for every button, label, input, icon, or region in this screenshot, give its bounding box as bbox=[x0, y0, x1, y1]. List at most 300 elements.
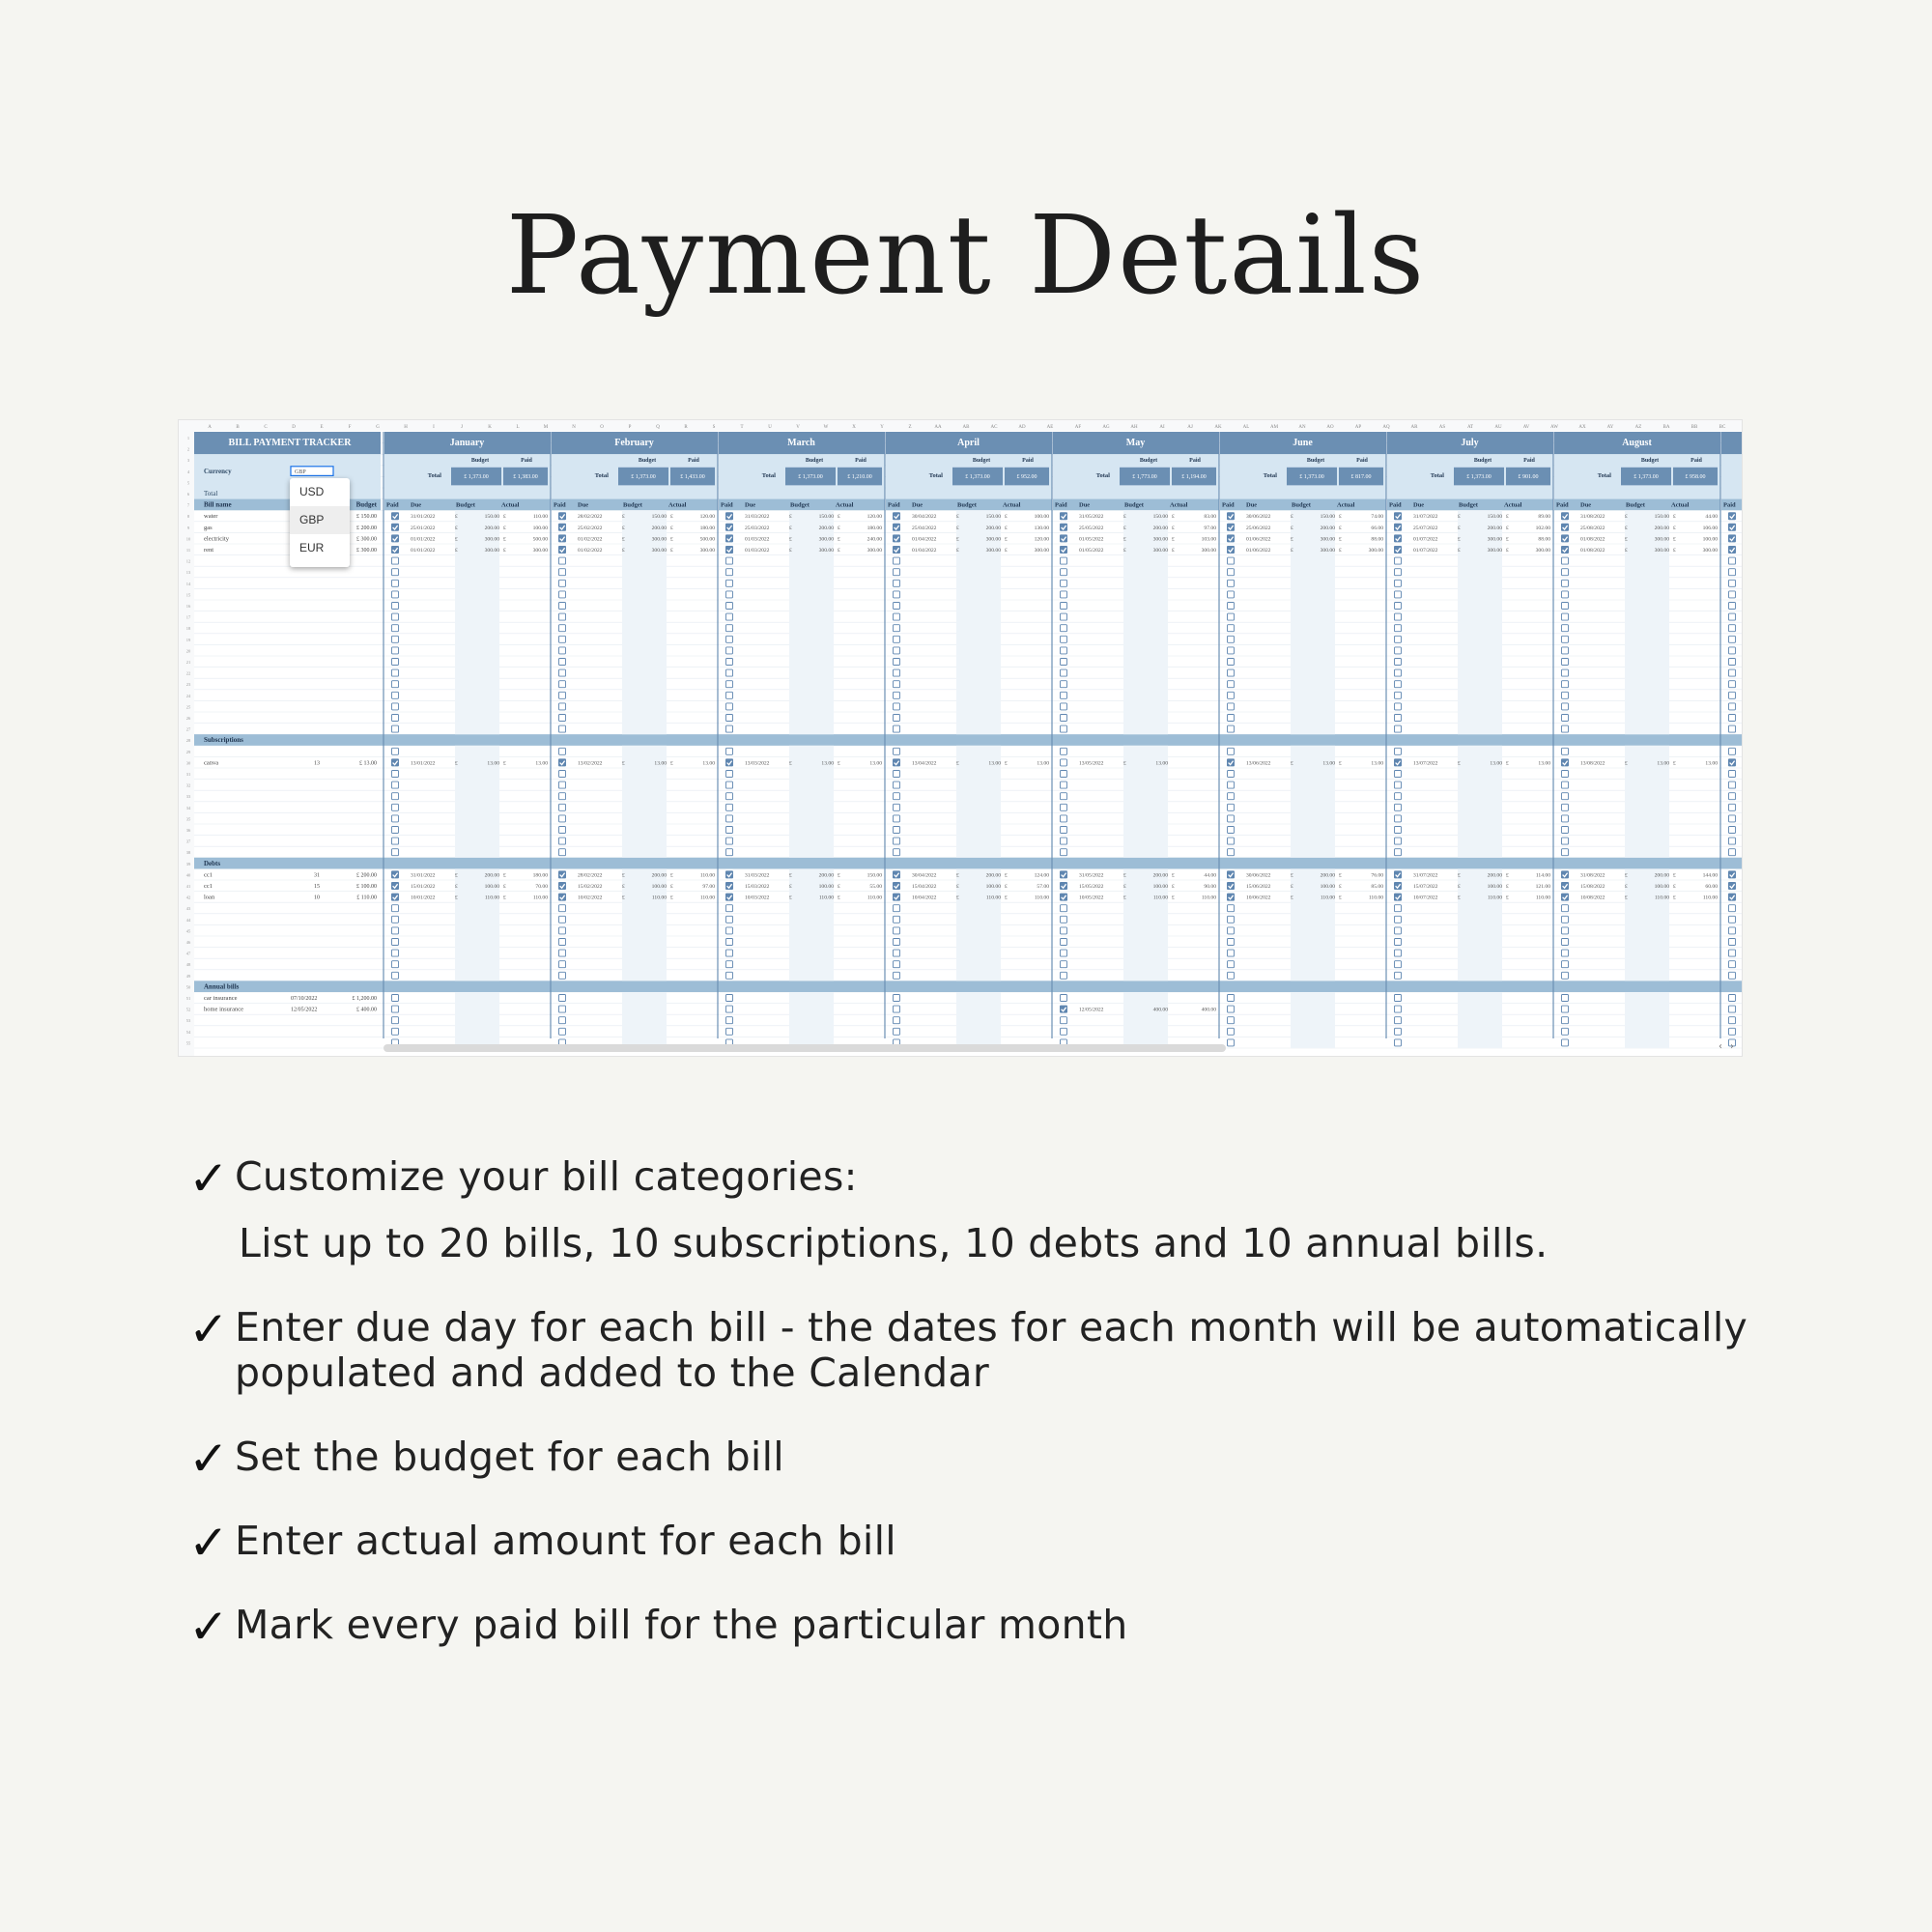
currency-symbol: £ bbox=[1291, 525, 1293, 531]
row-number: 41 bbox=[185, 884, 191, 889]
scroll-right-icon[interactable]: › bbox=[1730, 1041, 1734, 1052]
budget-amount: 110.00 bbox=[651, 895, 667, 901]
checkbox-unchecked bbox=[894, 781, 900, 788]
checkbox-unchecked bbox=[1395, 613, 1402, 620]
currency-symbol: £ bbox=[956, 895, 959, 901]
currency-symbol: £ bbox=[1172, 514, 1175, 521]
checkbox-unchecked bbox=[392, 613, 399, 620]
budget-amount: 300.00 bbox=[985, 536, 1001, 543]
due-date: 31/01/2022 bbox=[411, 872, 436, 879]
budget-amount: 300.00 bbox=[1152, 548, 1168, 554]
currency-symbol: £ bbox=[838, 895, 840, 901]
checkbox-unchecked bbox=[559, 636, 566, 642]
row-number: 43 bbox=[185, 906, 191, 912]
column-letter: G bbox=[376, 425, 380, 430]
currency-symbol: £ bbox=[670, 872, 673, 879]
currency-symbol: £ bbox=[956, 884, 959, 890]
checkbox-unchecked bbox=[1729, 591, 1736, 598]
column-letter: S bbox=[712, 425, 716, 430]
due-date: 10/05/2022 bbox=[1079, 895, 1104, 901]
row-number: 38 bbox=[185, 850, 191, 856]
actual-amount: 110.00 bbox=[867, 895, 882, 901]
month-paid-label: Paid bbox=[1189, 458, 1201, 465]
row-number: 35 bbox=[185, 816, 191, 822]
checkbox-unchecked bbox=[392, 950, 399, 956]
checkbox-unchecked bbox=[1562, 916, 1569, 923]
budget-amount: 300.00 bbox=[1654, 536, 1669, 543]
month-total-budget: £ 1,373.00 bbox=[965, 473, 990, 480]
checkbox-unchecked bbox=[1228, 827, 1235, 834]
currency-symbol: £ bbox=[1625, 760, 1628, 767]
due-date: 25/06/2022 bbox=[1246, 525, 1271, 531]
due-date: 15/01/2022 bbox=[411, 884, 436, 890]
horizontal-scrollbar[interactable] bbox=[384, 1044, 1226, 1052]
currency-symbol: £ bbox=[455, 872, 458, 879]
budget-amount: 300.00 bbox=[985, 548, 1001, 554]
budget-column-shade bbox=[956, 510, 1001, 734]
due-date: 10/08/2022 bbox=[1580, 895, 1605, 901]
budget-amount: 13.00 bbox=[654, 760, 667, 767]
checkbox-checked bbox=[391, 758, 399, 766]
row-number: 1 bbox=[186, 436, 190, 440]
currency-symbol: £ bbox=[1458, 548, 1461, 554]
month-total-budget: £ 1,373.00 bbox=[1634, 473, 1659, 480]
actual-amount: 74.00 bbox=[1371, 514, 1383, 521]
checkbox-unchecked bbox=[1061, 715, 1067, 722]
checkbox-unchecked bbox=[1729, 613, 1736, 620]
column-letter: AA bbox=[934, 425, 942, 430]
checkbox-checked bbox=[1728, 524, 1736, 531]
checkbox-unchecked bbox=[559, 950, 566, 956]
checkbox-unchecked bbox=[1228, 725, 1235, 732]
checkbox-unchecked bbox=[1395, 927, 1402, 934]
currency-symbol: £ bbox=[838, 525, 840, 531]
checkbox-unchecked bbox=[1228, 781, 1235, 788]
due-date: 13/06/2022 bbox=[1246, 760, 1271, 767]
checkbox-unchecked bbox=[1228, 569, 1235, 576]
checkbox-unchecked bbox=[726, 681, 733, 688]
annual-bill-budget: £ 1,200.00 bbox=[352, 996, 377, 1002]
actual-amount: 180.00 bbox=[867, 525, 882, 531]
checkbox-unchecked bbox=[726, 1017, 733, 1024]
due-date: 30/06/2022 bbox=[1246, 872, 1271, 879]
checkbox-unchecked bbox=[894, 603, 900, 610]
month-col-actual: Actual bbox=[1170, 501, 1188, 509]
month-col-due: Due bbox=[1580, 501, 1592, 509]
budget-amount: 110.00 bbox=[1487, 895, 1502, 901]
column-header-bar bbox=[179, 420, 1742, 431]
currency-symbol: £ bbox=[455, 760, 458, 767]
checkbox-unchecked bbox=[1562, 580, 1569, 586]
checkbox-unchecked bbox=[1395, 725, 1402, 732]
currency-symbol: £ bbox=[1339, 895, 1342, 901]
actual-amount: 120.00 bbox=[867, 514, 882, 521]
checkbox-unchecked bbox=[1061, 827, 1067, 834]
checkbox-unchecked bbox=[1729, 692, 1736, 698]
currency-symbol: £ bbox=[1291, 760, 1293, 767]
budget-amount: 110.00 bbox=[1320, 895, 1335, 901]
checkbox-unchecked bbox=[726, 905, 733, 912]
checkbox-unchecked bbox=[559, 692, 566, 698]
actual-amount: 120.00 bbox=[699, 514, 715, 521]
due-date: 10/02/2022 bbox=[578, 895, 603, 901]
row-number: 37 bbox=[185, 838, 191, 844]
checkbox-unchecked bbox=[1562, 748, 1569, 754]
currency-symbol: £ bbox=[838, 760, 840, 767]
checkbox-unchecked bbox=[1562, 995, 1569, 1002]
column-letter: N bbox=[572, 425, 576, 430]
month-col-budget: Budget bbox=[1124, 501, 1144, 509]
due-date: 15/03/2022 bbox=[745, 884, 770, 890]
budget-amount: 300.00 bbox=[1320, 548, 1335, 554]
month-col-budget: Budget bbox=[1626, 501, 1645, 509]
currency-symbol: £ bbox=[956, 760, 959, 767]
checkbox-unchecked bbox=[392, 703, 399, 710]
checkbox-checked bbox=[1394, 870, 1402, 878]
currency-symbol: £ bbox=[1458, 525, 1461, 531]
currency-symbol: £ bbox=[1625, 514, 1628, 521]
checkbox-checked bbox=[558, 882, 566, 890]
checkbox-unchecked bbox=[894, 927, 900, 934]
checkbox-unchecked bbox=[392, 995, 399, 1002]
currency-symbol: £ bbox=[1339, 536, 1342, 543]
checkbox-unchecked bbox=[559, 748, 566, 754]
checkbox-unchecked bbox=[559, 1028, 566, 1035]
due-date: 01/08/2022 bbox=[1580, 548, 1605, 554]
month-paid-label: Paid bbox=[1356, 458, 1368, 465]
checkbox-unchecked bbox=[894, 939, 900, 946]
checkbox-unchecked bbox=[1061, 569, 1067, 576]
checkbox-unchecked bbox=[726, 804, 733, 810]
currency-symbol: £ bbox=[789, 884, 792, 890]
month-col-paid: Paid bbox=[721, 501, 733, 509]
checkbox-unchecked bbox=[1562, 669, 1569, 676]
due-date: 01/05/2022 bbox=[1079, 536, 1104, 543]
column-letter: AD bbox=[1018, 425, 1026, 430]
checkbox-unchecked bbox=[726, 939, 733, 946]
due-date: 13/01/2022 bbox=[411, 760, 436, 767]
actual-amount: 97.00 bbox=[1204, 525, 1216, 531]
section-band bbox=[194, 858, 1742, 869]
checkbox-unchecked bbox=[894, 916, 900, 923]
row-number: 23 bbox=[185, 682, 191, 688]
row-number: 13 bbox=[185, 570, 191, 576]
currency-symbol: £ bbox=[789, 760, 792, 767]
currency-symbol: £ bbox=[1506, 872, 1509, 879]
column-letter: AW bbox=[1550, 425, 1558, 430]
checkbox-unchecked bbox=[1729, 603, 1736, 610]
row-number: 52 bbox=[185, 1007, 191, 1012]
row-number: 39 bbox=[185, 861, 191, 867]
budget-amount: 200.00 bbox=[1152, 872, 1168, 879]
month-name: May bbox=[1125, 438, 1146, 448]
checkbox-unchecked bbox=[559, 625, 566, 632]
currency-label: Currency bbox=[204, 467, 232, 475]
budget-column-shade bbox=[622, 992, 667, 1048]
checkmark-icon: ✓ bbox=[188, 1301, 229, 1357]
month-total-label: Total bbox=[594, 471, 609, 479]
column-letter: O bbox=[600, 425, 604, 430]
row-number: 50 bbox=[185, 984, 191, 990]
currency-dropdown[interactable] bbox=[290, 478, 350, 567]
checkbox-unchecked bbox=[392, 827, 399, 834]
column-letter: R bbox=[684, 425, 688, 430]
checkbox-unchecked bbox=[559, 961, 566, 968]
checkbox-unchecked bbox=[1729, 950, 1736, 956]
checkbox-unchecked bbox=[1228, 669, 1235, 676]
currency-symbol: £ bbox=[1172, 884, 1175, 890]
checkbox-checked bbox=[1394, 534, 1402, 542]
checkbox-checked bbox=[391, 534, 399, 542]
month-total-paid: £ 1,210.00 bbox=[847, 473, 872, 480]
currency-symbol: £ bbox=[455, 895, 458, 901]
subscription-day: 13 bbox=[314, 760, 320, 767]
month-paid-label: Paid bbox=[688, 458, 699, 465]
row-number: 19 bbox=[185, 637, 191, 642]
column-letter: Y bbox=[880, 425, 884, 430]
row-number: 20 bbox=[185, 648, 191, 654]
month-header-bg bbox=[1721, 432, 1742, 454]
checkbox-unchecked bbox=[894, 961, 900, 968]
checkbox-unchecked bbox=[1395, 647, 1402, 654]
checkbox-unchecked bbox=[1395, 681, 1402, 688]
checkbox-checked bbox=[558, 870, 566, 878]
actual-amount: 110.00 bbox=[1368, 895, 1383, 901]
row-number: 54 bbox=[185, 1029, 191, 1035]
bill-name: rent bbox=[204, 547, 214, 554]
checkbox-unchecked bbox=[1395, 636, 1402, 642]
checkbox-unchecked bbox=[726, 603, 733, 610]
checkbox-unchecked bbox=[1562, 939, 1569, 946]
budget-amount: 200.00 bbox=[1320, 872, 1335, 879]
checkbox-checked bbox=[1561, 524, 1569, 531]
actual-amount: 110.00 bbox=[1535, 895, 1550, 901]
column-letter: BC bbox=[1719, 425, 1726, 430]
checkbox-unchecked bbox=[894, 1028, 900, 1035]
checkbox-unchecked bbox=[1562, 838, 1569, 844]
month-total-budget: £ 1,373.00 bbox=[1466, 473, 1492, 480]
checkbox-unchecked bbox=[1061, 793, 1067, 800]
column-letter: AT bbox=[1466, 425, 1474, 430]
currency-symbol: £ bbox=[503, 514, 506, 521]
month-budget-label: Budget bbox=[1139, 458, 1158, 465]
checkbox-unchecked bbox=[1562, 636, 1569, 642]
row-number: 49 bbox=[185, 973, 191, 979]
checkbox-unchecked bbox=[1395, 603, 1402, 610]
checkbox-unchecked bbox=[1395, 669, 1402, 676]
checkbox-checked bbox=[893, 894, 900, 901]
checkbox-unchecked bbox=[1061, 804, 1067, 810]
currency-value: GBP bbox=[295, 469, 306, 475]
checkbox-unchecked bbox=[1228, 715, 1235, 722]
actual-amount: 57.00 bbox=[1037, 884, 1049, 890]
column-letter: AP bbox=[1354, 425, 1362, 430]
checkbox-unchecked bbox=[1562, 569, 1569, 576]
row-number: 3 bbox=[186, 458, 190, 464]
currency-symbol: £ bbox=[670, 514, 673, 521]
checkbox-checked bbox=[1227, 524, 1235, 531]
currency-symbol: £ bbox=[670, 895, 673, 901]
checkbox-unchecked bbox=[894, 569, 900, 576]
column-letter: C bbox=[264, 425, 268, 430]
checkbox-unchecked bbox=[1395, 804, 1402, 810]
month-total-label: Total bbox=[761, 471, 776, 479]
currency-option-gbp[interactable]: GBP bbox=[290, 506, 350, 534]
checkbox-unchecked bbox=[1395, 849, 1402, 856]
checkbox-checked bbox=[1728, 546, 1736, 554]
month-paid-label: Paid bbox=[521, 458, 532, 465]
due-date: 01/05/2022 bbox=[1079, 548, 1104, 554]
checkbox-unchecked bbox=[392, 939, 399, 946]
month-col-paid: Paid bbox=[888, 501, 900, 509]
checkbox-unchecked bbox=[559, 771, 566, 778]
month-total-budget: £ 1,373.00 bbox=[464, 473, 489, 480]
actual-amount: 55.00 bbox=[869, 884, 882, 890]
currency-option-eur[interactable]: EUR bbox=[299, 541, 325, 554]
checkbox-unchecked bbox=[1061, 748, 1067, 754]
actual-amount: 180.00 bbox=[532, 872, 548, 879]
currency-symbol: £ bbox=[622, 872, 625, 879]
checkbox-checked bbox=[391, 524, 399, 531]
checkbox-checked bbox=[1394, 758, 1402, 766]
checkbox-unchecked bbox=[1395, 950, 1402, 956]
checkbox-unchecked bbox=[1228, 580, 1235, 586]
currency-symbol: £ bbox=[1339, 514, 1342, 521]
budget-amount: 300.00 bbox=[818, 548, 834, 554]
checkbox-unchecked bbox=[1729, 669, 1736, 676]
currency-symbol: £ bbox=[1506, 514, 1509, 521]
checkbox-unchecked bbox=[894, 557, 900, 564]
checkbox-unchecked bbox=[1395, 838, 1402, 844]
checkbox-unchecked bbox=[1061, 603, 1067, 610]
month-name: January bbox=[449, 438, 485, 448]
column-letter: AJ bbox=[1187, 425, 1193, 430]
due-date: 01/06/2022 bbox=[1246, 548, 1271, 554]
section-label: Debts bbox=[204, 859, 221, 867]
checkbox-unchecked bbox=[894, 613, 900, 620]
actual-amount: 114.00 bbox=[1535, 872, 1550, 879]
month-col-due: Due bbox=[912, 501, 923, 509]
month-budget-label: Budget bbox=[1306, 458, 1325, 465]
month-name: August bbox=[1622, 438, 1652, 448]
checkbox-checked bbox=[1394, 546, 1402, 554]
actual-amount: 110.00 bbox=[532, 895, 548, 901]
checkbox-unchecked bbox=[1061, 771, 1067, 778]
column-letter: I bbox=[433, 425, 435, 430]
checkbox-unchecked bbox=[559, 781, 566, 788]
month-paid-label: Paid bbox=[1690, 458, 1702, 465]
checkbox-unchecked bbox=[1228, 849, 1235, 856]
currency-symbol: £ bbox=[1291, 895, 1293, 901]
checkbox-checked bbox=[893, 524, 900, 531]
currency-option-usd[interactable]: USD bbox=[299, 485, 325, 498]
checkbox-unchecked bbox=[1061, 681, 1067, 688]
checkbox-checked bbox=[725, 512, 733, 520]
checkbox-unchecked bbox=[1562, 647, 1569, 654]
currency-symbol: £ bbox=[838, 536, 840, 543]
checkbox-unchecked bbox=[726, 916, 733, 923]
month-budget-label: Budget bbox=[1473, 458, 1492, 465]
checkbox-unchecked bbox=[1729, 781, 1736, 788]
actual-amount: 110.00 bbox=[699, 895, 715, 901]
checkbox-unchecked bbox=[1562, 603, 1569, 610]
checkbox-unchecked bbox=[1562, 703, 1569, 710]
checkbox-unchecked bbox=[1228, 916, 1235, 923]
checkbox-unchecked bbox=[1228, 1006, 1235, 1012]
checkbox-unchecked bbox=[559, 580, 566, 586]
due-date: 13/04/2022 bbox=[912, 760, 937, 767]
row-number: 34 bbox=[185, 805, 191, 810]
currency-symbol: £ bbox=[1005, 884, 1008, 890]
month-col-budget: Budget bbox=[957, 501, 977, 509]
currency-symbol: £ bbox=[503, 548, 506, 554]
feature-item bbox=[188, 1151, 1782, 1266]
scroll-left-icon[interactable]: ‹ bbox=[1719, 1041, 1722, 1052]
currency-symbol: £ bbox=[838, 884, 840, 890]
currency-symbol: £ bbox=[1673, 872, 1676, 879]
currency-symbol: £ bbox=[1673, 548, 1676, 554]
checkbox-unchecked bbox=[1729, 636, 1736, 642]
subscription-budget: £ 13.00 bbox=[359, 760, 377, 767]
debt-name: loan bbox=[204, 894, 215, 901]
total-label: Total bbox=[204, 490, 218, 497]
currency-symbol: £ bbox=[1339, 548, 1342, 554]
actual-amount: 144.00 bbox=[1702, 872, 1718, 879]
debt-budget: £ 100.00 bbox=[356, 884, 377, 890]
currency-symbol: £ bbox=[1123, 895, 1126, 901]
budget-amount: 200.00 bbox=[651, 872, 667, 879]
currency-symbol: £ bbox=[1458, 760, 1461, 767]
column-letter: AX bbox=[1578, 425, 1586, 430]
month-paid-label: Paid bbox=[855, 458, 867, 465]
checkbox-checked bbox=[1394, 894, 1402, 901]
row-number: 10 bbox=[185, 536, 191, 542]
currency-symbol: £ bbox=[670, 548, 673, 554]
checkbox-unchecked bbox=[1729, 804, 1736, 810]
checkbox-unchecked bbox=[1061, 557, 1067, 564]
actual-amount: 300.00 bbox=[699, 548, 715, 554]
checkbox-unchecked bbox=[1562, 781, 1569, 788]
budget-amount: 110.00 bbox=[484, 895, 499, 901]
checkbox-unchecked bbox=[894, 659, 900, 666]
currency-symbol: £ bbox=[503, 872, 506, 879]
checkbox-unchecked bbox=[559, 569, 566, 576]
checkbox-unchecked bbox=[1228, 995, 1235, 1002]
due-date: 25/01/2022 bbox=[411, 525, 436, 531]
checkbox-unchecked bbox=[1729, 580, 1736, 586]
checkbox-unchecked bbox=[726, 1028, 733, 1035]
checkbox-unchecked bbox=[1061, 1028, 1067, 1035]
checkbox-unchecked bbox=[1729, 838, 1736, 844]
month-total-paid: £ 817.00 bbox=[1350, 473, 1372, 480]
checkbox-unchecked bbox=[392, 625, 399, 632]
checkbox-unchecked bbox=[1729, 1017, 1736, 1024]
checkbox-unchecked bbox=[392, 1017, 399, 1024]
row-number: 44 bbox=[185, 917, 191, 923]
spreadsheet-preview bbox=[179, 420, 1742, 1056]
feature-item bbox=[188, 1431, 1782, 1487]
checkbox-unchecked bbox=[1395, 625, 1402, 632]
checkbox-unchecked bbox=[392, 961, 399, 968]
month-col-actual: Actual bbox=[668, 501, 687, 509]
due-date: 01/03/2022 bbox=[745, 548, 770, 554]
currency-symbol: £ bbox=[1291, 514, 1293, 521]
budget-amount: 13.00 bbox=[1657, 760, 1669, 767]
checkbox-checked bbox=[1728, 882, 1736, 890]
currency-symbol: £ bbox=[789, 514, 792, 521]
checkbox-unchecked bbox=[894, 1017, 900, 1024]
checkbox-unchecked bbox=[1228, 939, 1235, 946]
